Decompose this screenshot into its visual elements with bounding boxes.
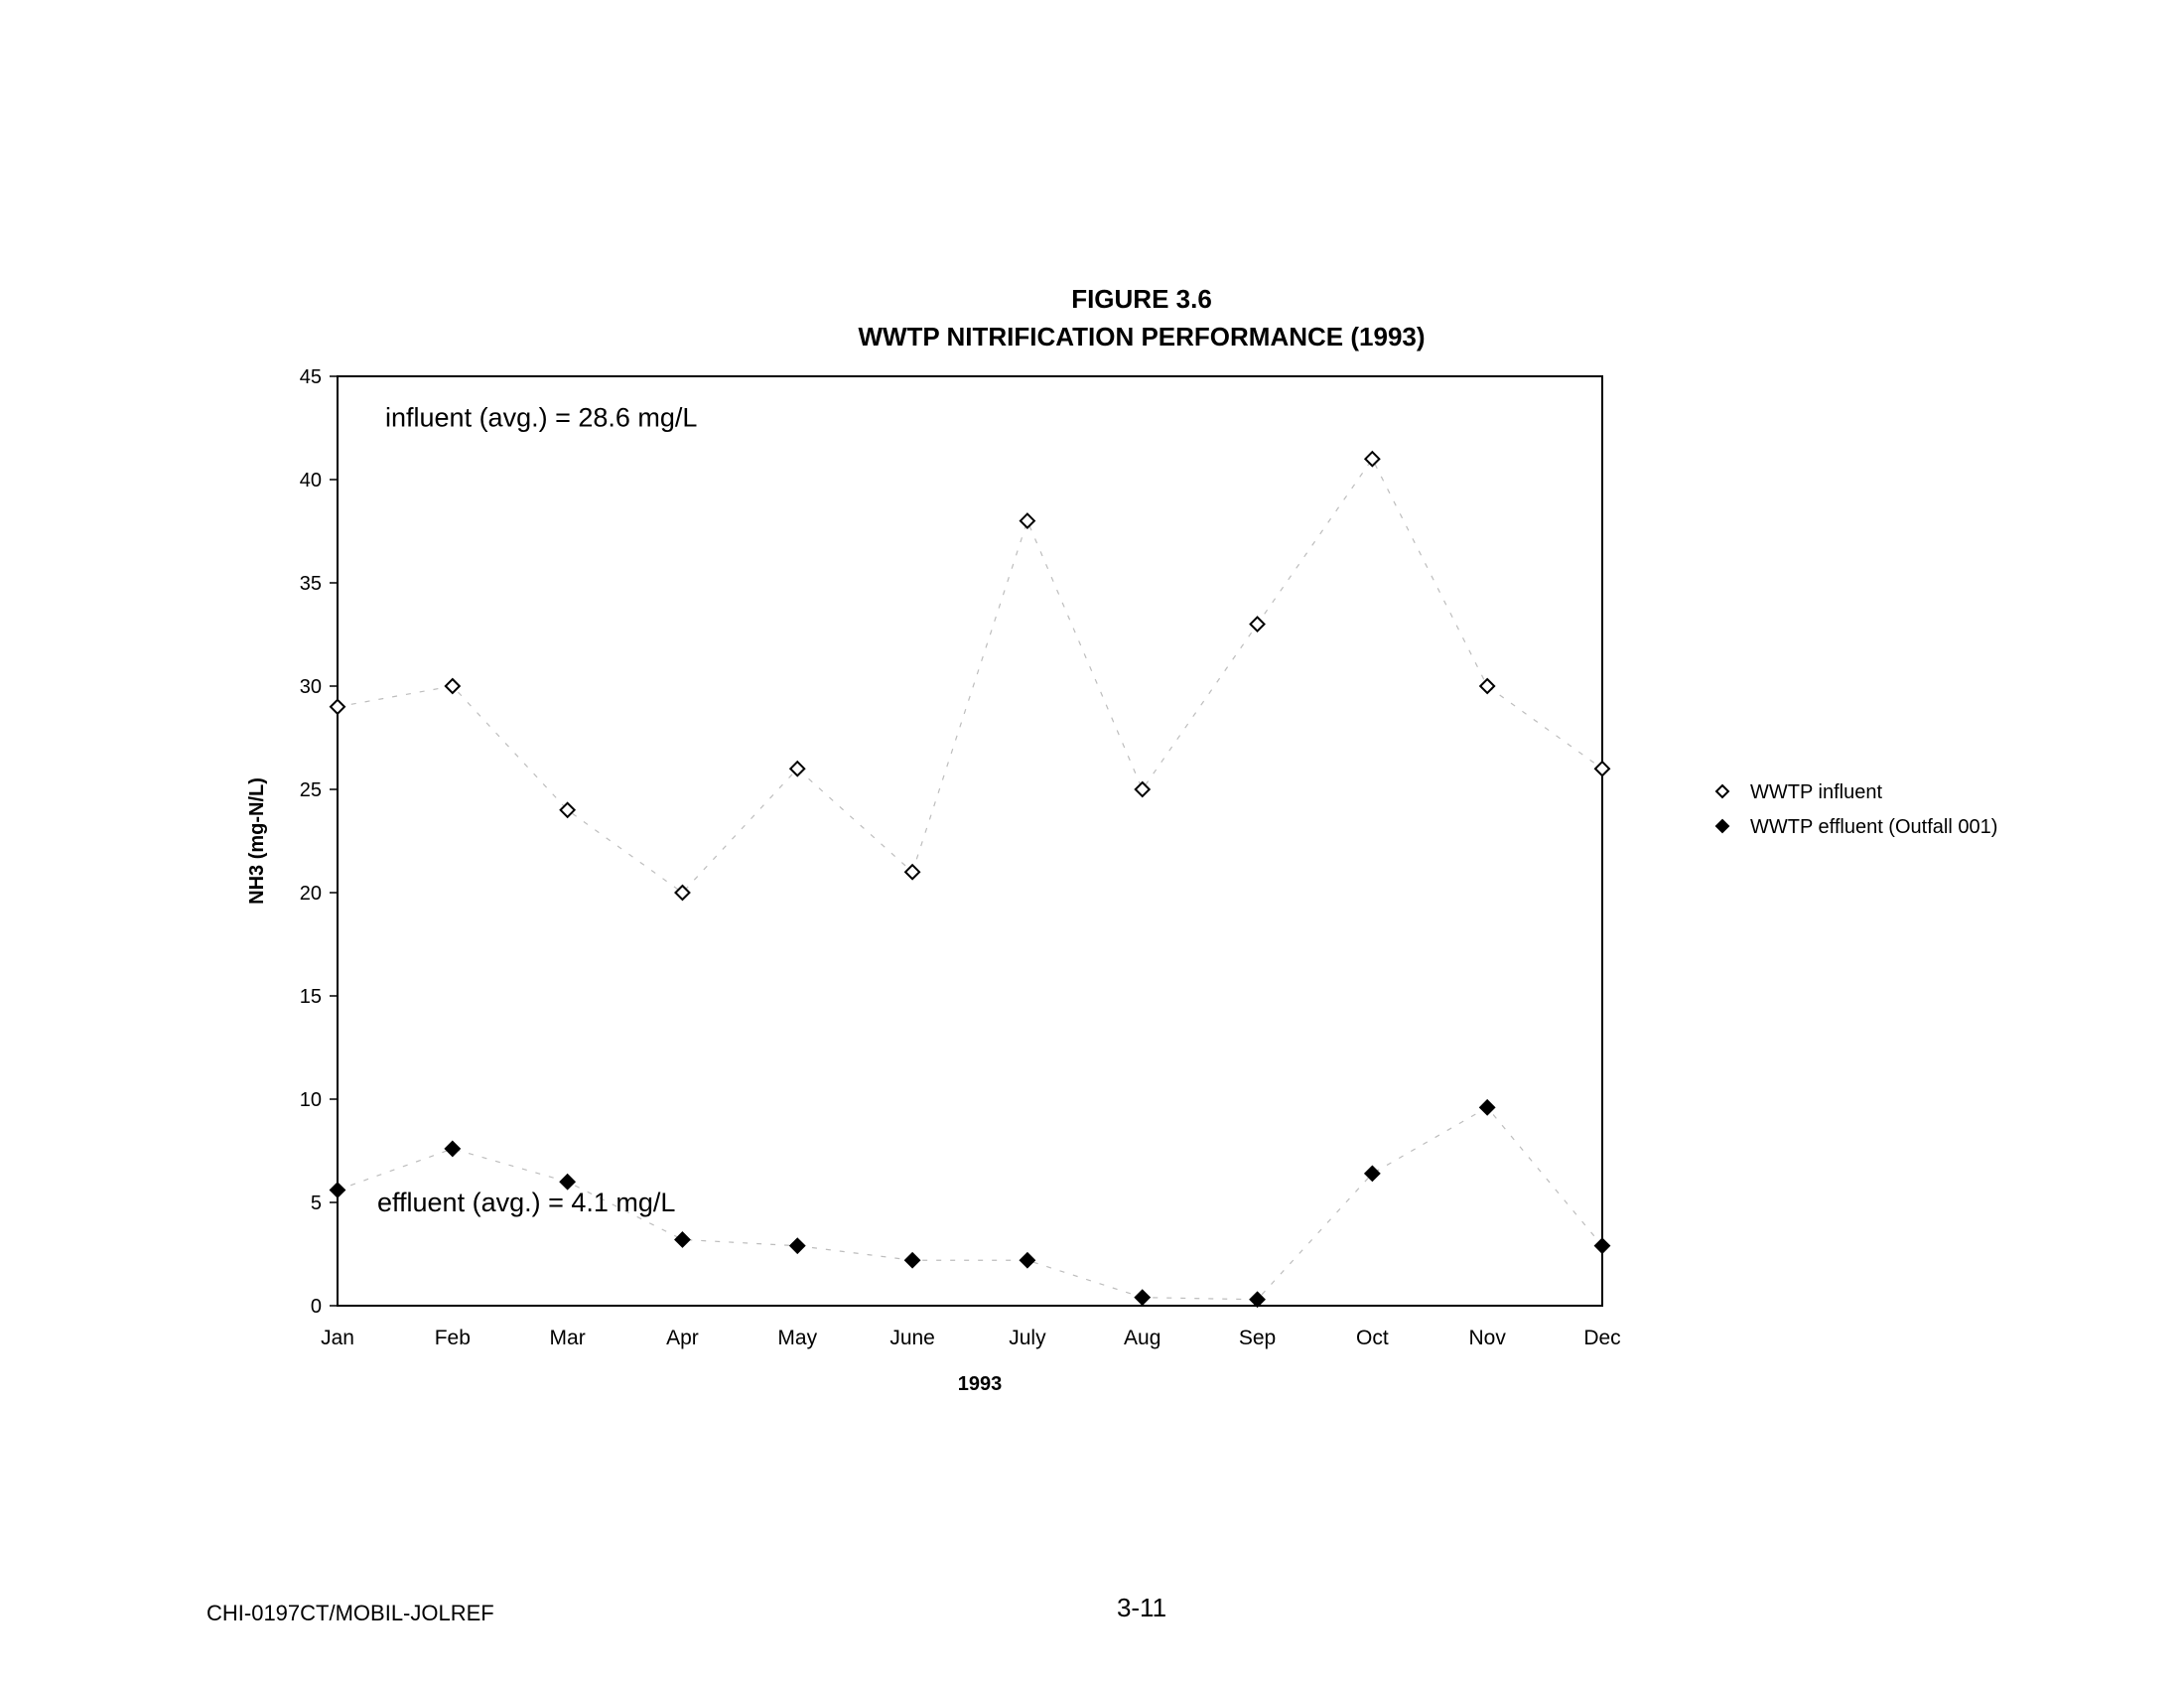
x-tick-label: Dec (1583, 1327, 1621, 1349)
x-tick-label: Sep (1238, 1327, 1277, 1349)
influent-point (1595, 762, 1609, 775)
x-tick-label: Oct (1356, 1327, 1389, 1349)
plot-frame (338, 376, 1602, 1306)
x-tick-label: Nov (1468, 1327, 1506, 1349)
influent-point (1480, 679, 1494, 693)
y-tick-label: 35 (299, 573, 322, 595)
effluent-average-annotation: effluent (avg.) = 4.1 mg/L (377, 1188, 676, 1217)
legend-label: WWTP influent (1750, 781, 1882, 803)
effluent-point (1595, 1239, 1609, 1253)
effluent-point (1136, 1291, 1150, 1305)
effluent-point (905, 1253, 919, 1267)
effluent-point (675, 1232, 689, 1246)
y-axis-label: NH3 (mg-N/L) (246, 777, 268, 905)
influent-average-annotation: influent (avg.) = 28.6 mg/L (385, 402, 698, 433)
influent-point (790, 762, 804, 775)
effluent-point (446, 1142, 460, 1156)
influent-point (905, 865, 919, 879)
influent-point (331, 700, 344, 714)
x-tick-label: July (1009, 1327, 1046, 1349)
y-tick-label: 5 (310, 1193, 322, 1214)
influent-point (1251, 618, 1265, 632)
legend-marker (1716, 820, 1728, 832)
x-tick-label: Mar (549, 1327, 586, 1349)
x-tick-label: Jan (321, 1327, 354, 1349)
page-number: 3-11 (1116, 1593, 1167, 1622)
x-tick-label: May (777, 1327, 818, 1349)
y-tick-label: 15 (299, 986, 322, 1008)
y-tick-label: 40 (299, 470, 322, 491)
x-tick-label: Feb (434, 1327, 471, 1349)
x-axis-label: 1993 (957, 1373, 1003, 1395)
y-tick-label: 20 (299, 883, 322, 905)
series-line-influent (338, 459, 1602, 893)
effluent-point (790, 1239, 804, 1253)
influent-point (446, 679, 460, 693)
influent-point (1365, 452, 1379, 466)
effluent-point (331, 1184, 344, 1197)
y-tick-label: 10 (299, 1089, 322, 1111)
y-tick-label: 30 (299, 676, 322, 698)
chart-title: FIGURE 3.6 (1071, 284, 1212, 314)
y-tick-label: 45 (299, 366, 322, 388)
effluent-point (1021, 1253, 1034, 1267)
x-tick-label: Aug (1124, 1327, 1161, 1349)
influent-point (1021, 514, 1034, 528)
y-tick-label: 0 (310, 1296, 322, 1318)
document-reference: CHI-0197CT/MOBIL-JOLREF (206, 1601, 494, 1625)
x-tick-label: June (889, 1327, 935, 1349)
effluent-point (1480, 1100, 1494, 1114)
x-tick-label: Apr (666, 1327, 699, 1349)
chart-subtitle: WWTP NITRIFICATION PERFORMANCE (1993) (858, 322, 1426, 351)
y-tick-label: 25 (299, 779, 322, 801)
legend-marker (1716, 785, 1728, 797)
legend-label: WWTP effluent (Outfall 001) (1750, 816, 1998, 838)
influent-point (1136, 782, 1150, 796)
